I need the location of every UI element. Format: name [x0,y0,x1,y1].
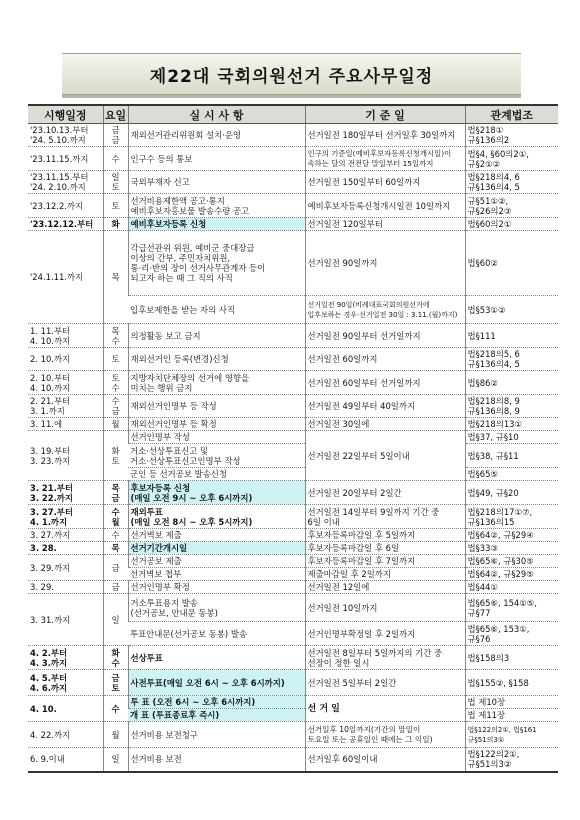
law-cell: 법§218의17①⑦, 규§136의15 [465,505,558,529]
item-cell: 재외선거인명부 등 확정 [128,418,305,431]
date-cell: 3. 29. [28,581,103,594]
day-cell: 월 [103,722,128,748]
law-cell: 법§65⑥, 154①⑤, 규§77 [465,594,558,622]
table-row [28,348,558,371]
law-cell: 법§4, §60의2①, 규§2①② [465,147,558,171]
item-cell: 개 표 (투표종료후 즉시) [128,709,305,722]
date-cell: 2. 21.부터 3. 1.까지 [28,395,103,418]
table-row [28,324,558,348]
day-cell: 금 [103,581,128,594]
page-title: 제22대 국회의원선거 주요사무일정 [149,66,434,87]
law-cell: 법§60의2① [465,218,558,231]
item-cell: 국외부재자 신고 [128,171,305,194]
basis-cell: 선거일전 30일에 [305,418,465,431]
date-cell: '24.1.11.까지 [28,231,103,324]
basis-cell: 후보자등록마감일 후 7일까지 [305,555,465,568]
table-row [28,231,558,296]
law-cell: 법 제10장 [465,696,558,709]
item-cell: 입후보제한을 받는 자의 사직 [128,296,305,324]
day-cell: 목 [103,231,128,324]
law-cell: 법§218의8, 9 규§136의8, 9 [465,395,558,418]
item-cell: 의정활동 보고 금지 [128,324,305,348]
basis-cell: 선거일전 49일부터 40일까지 [305,395,465,418]
basis-cell: 선거일전 60일부터 선거일까지 [305,371,465,395]
basis-cell: 선거일전 20일부터 2일간 [305,481,465,505]
table-row [28,171,558,194]
basis-cell: 선거일전 5일부터 2일간 [305,670,465,696]
basis-cell: 선거일전 90일까지 [305,231,465,296]
item-cell: 거소투표용지 발송 (선거공보, 안내문 동봉) [128,594,305,622]
table-row [28,555,558,568]
basis-cell: 제출마감일 후 2일까지 [305,568,465,581]
law-cell: 규§51①②, 규§26의2③ [465,194,558,218]
day-cell: 수 [103,696,128,722]
basis-cell: 선거인명부확정일 후 2일까지 [305,622,465,646]
column-header-basis: 기 준 일 [305,105,465,124]
item-cell: 재외투표 (매일 오전 8시 ~ 오후 5시까지) [128,505,305,529]
law-cell: 법§49, 규§20 [465,481,558,505]
column-header-date: 시행일정 [28,105,103,124]
item-cell: 재외선거관리위원회 설치·운영 [128,124,305,147]
law-cell: 법§65⑥, 153①, 규§76 [465,622,558,646]
item-cell: 군인 등 선거공보 발송신청 [128,468,305,481]
date-cell: '23.10.13.부터 '24. 5.10.까지 [28,124,103,147]
day-cell: 토 [103,194,128,218]
law-cell: 법§86② [465,371,558,395]
item-cell: 선거인명부 작성 [128,431,305,444]
date-cell: 4. 22.까지 [28,722,103,748]
date-cell: 3. 28. [28,542,103,555]
date-cell: '23.11.15.부터 '24. 2.10.까지 [28,171,103,194]
item-cell: 각급선관위 위원, 예비군 중대장급 이상의 간부, 주민자치위원, 통·리·반의 장이 선거사무관계자 등이 되고자 하는 때 그 직의 사직 [128,231,305,296]
basis-cell: 선거일전 12일에 [305,581,465,594]
header-row [28,105,558,124]
table-row [28,670,558,696]
item-cell: 지방자치단체장의 선거에 영향을 미치는 행위 금지 [128,371,305,395]
table-row [28,529,558,542]
basis-cell: 후보자등록마감일 후 5일까지 [305,529,465,542]
date-cell: 3. 19.부터 3. 23.까지 [28,431,103,481]
day-cell: 화 [103,218,128,231]
law-cell: 법§37, 규§10 [465,431,558,444]
date-cell: 3. 11.에 [28,418,103,431]
table-row [28,371,558,395]
item-cell: 선거벽보 제출 [128,529,305,542]
basis-cell: 선거일전 90일(비례대표국회의원선거에 입후보하는 경우·선거일전 30일 : 3.11.(월)까지) [305,296,465,324]
date-cell: 3. 27.까지 [28,529,103,542]
date-cell: 4. 10. [28,696,103,722]
day-cell: 일 [103,594,128,646]
basis-cell: 선거일전 10일까지 [305,594,465,622]
law-cell: 법§65⑤ [465,468,558,481]
basis-cell: 선거일전 90일부터 선거일까지 [305,324,465,348]
law-cell: 법§60② [465,231,558,296]
law-cell: 법§122의2①, 규§51의3② [465,748,558,772]
item-cell: 후보자등록 신청 (매일 오전 9시 ~ 오후 6시까지) [128,481,305,505]
day-cell: 월 [103,418,128,431]
day-cell: 화 수 [103,646,128,670]
item-cell: 거소·선상투표신고 및 거소·선상투표신고인명부 작성 [128,444,305,468]
table-row [28,646,558,670]
item-cell: 선거비용 보전 [128,748,305,772]
law-cell: 법§64②, 규§29⑤ [465,568,558,581]
law-cell: 법§218의5, 6 규§136의4, 5 [465,348,558,371]
table-row [28,722,558,748]
date-cell: '23.11.15.까지 [28,147,103,171]
basis-cell: 예비후보자등록신청개시일전 10일까지 [305,194,465,218]
basis-cell: 선 거 일 [305,696,465,722]
table-row [28,594,558,622]
title-banner [62,53,521,95]
law-cell: 법§158의3 [465,646,558,670]
day-cell: 일 [103,748,128,772]
date-cell: 1. 11.부터 4. 10.까지 [28,324,103,348]
law-cell: 법§65⑥, 규§30⑤ [465,555,558,568]
date-cell: 2. 10.부터 4. 10.까지 [28,371,103,395]
basis-cell: 인구의 기준일(예비후보자등록신청개시일)이 속하는 달의 전전달 말일부터 15일까지 [305,147,465,171]
date-cell: 3. 27.부터 4. 1.까지 [28,505,103,529]
day-cell: 금 금 [103,124,128,147]
day-cell: 토 수 [103,371,128,395]
item-cell: 선거벽보 첩부 [128,568,305,581]
date-cell: 4. 5.부터 4. 6.까지 [28,670,103,696]
table-row [28,395,558,418]
table-row [28,581,558,594]
law-cell: 법§155②, §158 [465,670,558,696]
item-cell: 예비후보자등록 신청 [128,218,305,231]
law-cell: 법§53①② [465,296,558,324]
column-header-day: 요일 [103,105,128,124]
date-cell: 3. 29.까지 [28,555,103,581]
table-row [28,124,558,147]
basis-cell: 선거일전 150일부터 60일까지 [305,171,465,194]
table-row [28,481,558,505]
law-cell: 법§44① [465,581,558,594]
law-cell: 법§64②, 규§29④ [465,529,558,542]
item-cell: 인구수 등의 통보 [128,147,305,171]
day-cell: 금 토 [103,670,128,696]
item-cell: 선거비용제한액 공고·통지 예비후보자홍보물 발송수량 공고 [128,194,305,218]
table-row [28,748,558,772]
day-cell: 수 [103,147,128,171]
day-cell: 일 토 [103,171,128,194]
day-cell: 금 [103,555,128,581]
basis-cell: 선거일전 120일부터 [305,218,465,231]
table-row [28,418,558,431]
law-cell: 법 제11장 [465,709,558,722]
day-cell: 화 토 [103,431,128,481]
day-cell: 목 금 [103,481,128,505]
basis-cell: 선거일전 180일부터 선거일후 30일까지 [305,124,465,147]
date-cell: 3. 21.부터 3. 22.까지 [28,481,103,505]
day-cell: 토 [103,348,128,371]
column-header-law: 관계법조 [465,105,558,124]
law-cell: 법§218의4, 6 규§136의4, 5 [465,171,558,194]
table-row [28,194,558,218]
day-cell: 수 월 [103,505,128,529]
date-cell: 4. 2.부터 4. 3.까지 [28,646,103,670]
law-cell: 법§38, 규§11 [465,444,558,468]
item-cell: 투 표 (오전 6시 ~ 오후 6시까지) [128,696,305,709]
item-cell: 선거인명부 확정 [128,581,305,594]
basis-cell: 선거일전 8일부터 5일까지의 기간 중 선장이 정한 일시 [305,646,465,670]
column-header-item: 실 시 사 항 [128,105,305,124]
date-cell: '23.12.2.까지 [28,194,103,218]
day-cell: 목 [103,542,128,555]
law-cell: 법§218① 규§136의2 [465,124,558,147]
date-cell: 3. 31.까지 [28,594,103,646]
table-row [28,696,558,709]
date-cell: '23.12.12.부터 [28,218,103,231]
basis-cell: 선거일후 10일까지(기간의 말일이 토요일 또는 공휴일인 때에는 그 익일) [305,722,465,748]
day-cell: 수 금 [103,395,128,418]
item-cell: 선거공보 제출 [128,555,305,568]
day-cell: 목 수 [103,324,128,348]
law-cell: 법§111 [465,324,558,348]
item-cell: 사전투표(매일 오전 6시 ~ 오후 6시까지) [128,670,305,696]
law-cell: 법§122의2①, 법§161 규§51의3① [465,722,558,748]
basis-cell: 후보자등록마감일 후 6일 [305,542,465,555]
table-row [28,147,558,171]
item-cell: 재외선거인 등록(변경)신청 [128,348,305,371]
item-cell: 선상투표 [128,646,305,670]
date-cell: 6. 9.이내 [28,748,103,772]
table-row [28,542,558,555]
basis-cell: 선거일후 60일이내 [305,748,465,772]
table-row [28,431,558,444]
table-row [28,505,558,529]
law-cell: 법§218의13① [465,418,558,431]
day-cell: 수 [103,529,128,542]
basis-cell: 선거일전 22일부터 5일이내 [305,431,465,481]
basis-cell: 선거일전 14일부터 9일까지 기간 중 6일 이내 [305,505,465,529]
item-cell: 선거기간개시일 [128,542,305,555]
item-cell: 투표안내문(선거공보 동봉) 발송 [128,622,305,646]
table-row [28,218,558,231]
item-cell: 선거비용 보전청구 [128,722,305,748]
date-cell: 2. 10.까지 [28,348,103,371]
basis-cell: 선거일전 60일까지 [305,348,465,371]
law-cell: 법§33③ [465,542,558,555]
schedule-table [28,104,558,773]
item-cell: 재외선거인명부 등 작성 [128,395,305,418]
